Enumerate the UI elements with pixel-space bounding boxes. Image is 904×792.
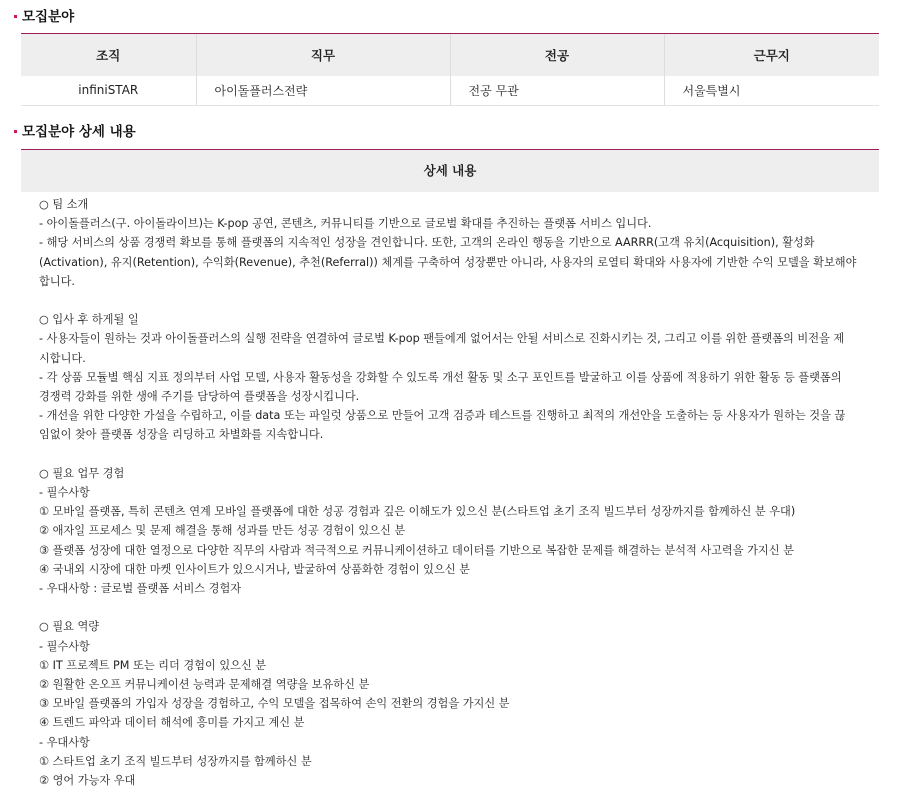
detail-line: ① IT 프로젝트 PM 또는 리더 경험이 있으신 분 xyxy=(39,658,267,672)
detail-line: - 우대사항 : 글로벌 플랫폼 서비스 경험자 xyxy=(39,582,242,596)
detail-line: ○ 팀 소개 xyxy=(39,198,89,211)
detail-line: ○ 입사 후 하게될 일 xyxy=(39,313,139,327)
detail-line xyxy=(39,598,865,617)
detail-line: (Activation), 유지(Retention), 수익화(Revenue), 추천(Referral)) 체계를 구축하여 성장뿐만 아니라, 사용자의 로열티 확대와 사용자에 기반한 수익 모델을 확보해야 xyxy=(39,255,857,269)
detail-line: 임없이 찾아 플랫폼 성장을 리딩하고 차별화를 지속합니다. xyxy=(39,428,324,442)
bullet-icon xyxy=(14,15,17,18)
detail-line: - 우대사항 xyxy=(39,735,90,749)
detail-line: ② 원활한 온오프 커뮤니케이션 능력과 문제해결 역량을 보유하신 분 xyxy=(39,678,370,692)
section-title-text: 모집분야 상세 내용 xyxy=(22,124,136,140)
detail-line: - 사용자들이 원하는 것과 아이돌플러스의 실행 전략을 연결하여 글로벌 K-pop 팬들에게 없어서는 안될 서비스로 진화시키는 것, 그리고 이를 위한 플랫폼의 비전을 제 xyxy=(39,332,845,346)
bullet-icon xyxy=(14,130,17,133)
detail-line: - 해당 서비스의 상품 경쟁력 확보를 통해 플랫폼의 지속적인 성장을 견인합니다. 또한, 고객의 온라인 행동을 기반으로 AARRR(고객 유치(Acquisition), 활성화 xyxy=(39,236,815,250)
section-title-detail xyxy=(14,120,136,140)
detail-line: 합니다. xyxy=(39,274,75,288)
detail-content xyxy=(39,195,865,790)
cell-location: 서울특별시 xyxy=(664,76,879,106)
detail-header: 상세 내용 xyxy=(21,149,879,192)
detail-line: ④ 국내외 시장에 대한 마켓 인사이트가 있으시거나, 발굴하여 상품화한 경험이 있으신 분 xyxy=(39,562,470,576)
header-major: 전공 xyxy=(450,34,664,76)
detail-line: 경쟁력 강화를 위한 생애 주기를 담당하여 플랫폼을 성장시킵니다. xyxy=(39,390,360,404)
section-title-text: 모집분야 xyxy=(22,9,75,25)
table-row xyxy=(21,76,879,106)
section-title-recruit-field xyxy=(14,5,74,25)
detail-line: - 각 상품 모듈별 핵심 지표 정의부터 사업 모델, 사용자 활동성을 강화할 수 있도록 개선 활동 및 소구 포인트를 발굴하고 이를 상품에 적용하기 위한 활동 등 플랫폼의 xyxy=(39,370,842,384)
header-location: 근무지 xyxy=(664,34,879,76)
detail-line: - 개선을 위한 다양한 가설을 수립하고, 이를 data 또는 파일럿 상품으로 만들어 고객 검증과 테스트를 진행하고 최적의 개선안을 도출하는 등 사용자가 원하는 것을 끊 xyxy=(39,409,846,423)
detail-line: ○ 필요 업무 경험 xyxy=(39,466,125,480)
detail-line: - 아이돌플러스(구. 아이돌라이브)는 K-pop 공연, 콘텐츠, 커뮤니티를 기반으로 글로벌 확대를 추진하는 플랫폼 서비스 입니다. xyxy=(39,217,652,231)
detail-line: ○ 필요 역량 xyxy=(39,620,100,634)
header-job: 직무 xyxy=(196,34,450,76)
detail-line: ① 모바일 플랫폼, 특히 콘텐츠 연계 모바일 플랫폼에 대한 성공 경험과 깊은 이해도가 있으신 분(스타트업 초기 조직 빌드부터 성장까지를 함께하신 분 우대) xyxy=(39,505,796,519)
detail-line: - 필수사항 xyxy=(39,486,90,500)
cell-org: infiniSTAR xyxy=(21,76,196,106)
table-header-row xyxy=(21,34,879,76)
detail-line: 시합니다. xyxy=(39,351,86,365)
detail-line: ① 스타트업 초기 조직 빌드부터 성장까지를 함께하신 분 xyxy=(39,754,312,768)
detail-line xyxy=(39,445,865,464)
cell-major: 전공 무관 xyxy=(450,76,664,106)
detail-line: ④ 트렌드 파악과 데이터 해석에 흥미를 가지고 계신 분 xyxy=(39,716,305,730)
detail-line: ② 영어 가능자 우대 xyxy=(39,774,136,788)
header-org: 조직 xyxy=(21,34,196,76)
detail-line: - 필수사항 xyxy=(39,639,90,653)
detail-line: ② 애자일 프로세스 및 문제 해결을 통해 성과를 만든 성공 경험이 있으신 분 xyxy=(39,524,406,538)
detail-line: ③ 플랫폼 성장에 대한 열정으로 다양한 직무의 사람과 적극적으로 커뮤니케이션하고 데이터를 기반으로 복잡한 문제를 해결하는 분석적 사고력을 가지신 분 xyxy=(39,543,794,557)
recruit-field-table xyxy=(21,33,879,106)
cell-job: 아이돌플러스전략 xyxy=(196,76,450,106)
detail-line xyxy=(39,291,865,310)
detail-line: ③ 모바일 플랫폼의 가입자 성장을 경험하고, 수익 모델을 접목하여 손익 전환의 경험을 가지신 분 xyxy=(39,697,510,711)
